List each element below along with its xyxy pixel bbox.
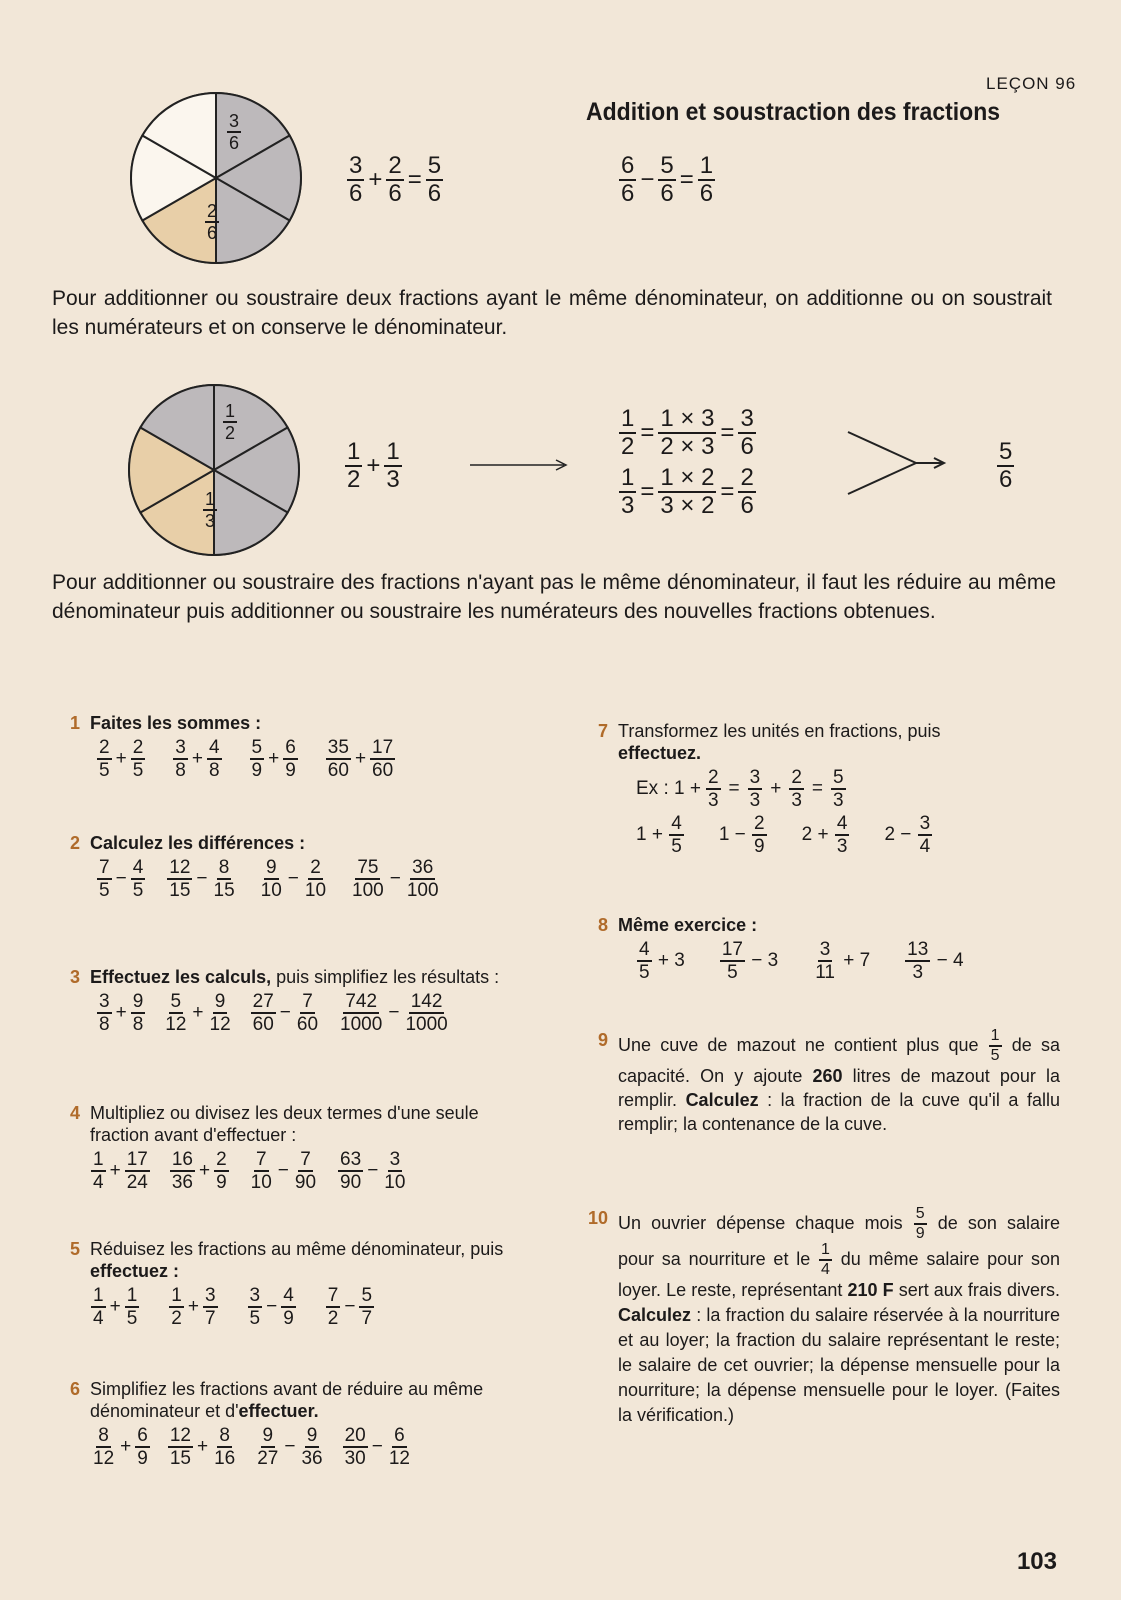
exercise-5: 5 Réduisez les fractions au même dénominateur, puis effectuez : $\frac{1}{4}$ + $\frac{1}{5}$ $\frac{1}{2}$ + $\frac{3}{7}$ $\frac{3}{5}$ − $\frac{4}{9}$ $\frac{7}{2}$ − $\frac{5}{7}$ — [69, 1239, 504, 1329]
pie-label-one-third: 1 3 — [205, 489, 216, 531]
merge-arrow-icon — [846, 428, 950, 498]
pie-label-three-sixths: 3 6 — [229, 111, 240, 153]
result-five-sixths: 5 6 — [999, 438, 1013, 493]
sum-example-different-denominator: $\frac{1}{2}$ + $\frac{1}{3}$ — [347, 438, 400, 493]
exercise-9: 9 Une cuve de mazout ne contient plus que $\frac{1}{5}$ de sa capacité. On y ajoute 260 litres de mazout pour la remplir. Calculez : la fraction de la cuve qu'il a fallu remplir; la contenance de la cuve. — [597, 1027, 1060, 1134]
pie-chart-halves-thirds — [126, 382, 302, 558]
exercise-4: 4 Multipliez ou divisez les deux termes d'une seule fraction avant d'effectuer : $\frac{1}{4}$ + $\frac{17}{24}$ $\frac{16}{36}$ + $\frac{2}{9}$ $\frac{7}{10}$ − $\frac{7}{90}$ $\frac{63}{90}$ − $\frac{3}{10}$ — [69, 1103, 479, 1193]
sum-example-same-denominator: $\frac{3}{6}$ + $\frac{2}{6}$ = $\frac{5}{6}$ — [349, 152, 442, 207]
difference-example-same-denominator: $\frac{6}{6}$ − $\frac{5}{6}$ = $\frac{1}{6}$ — [621, 152, 714, 207]
arrow-right-icon — [470, 455, 570, 475]
exercise-2: 2 Calculez les différences : $\frac{7}{5}$ − $\frac{4}{5}$ $\frac{12}{15}$ − $\frac{8}{15}$ $\frac{9}{10}$ − $\frac{2}{10}$ $\frac{75}{100}$ − $\frac{36}{100}$ — [69, 833, 439, 901]
exercise-1: 1 Faites les sommes : $\frac{2}{5}$ + $\frac{2}{5}$ $\frac{3}{8}$ + $\frac{4}{8}$ $\frac{5}{9}$ + $\frac{6}{9}$ $\frac{35}{60}$ + $\frac{17}{60}$ — [52, 712, 522, 780]
rule-different-denominator: Pour additionner ou soustraire des fractions n'ayant pas le même dénominateur, il faut les réduire au même dénominateur puis additionner ou soustraire les numérateurs des nouvelles fractions obtenues. — [52, 571, 1056, 623]
exercise-3: 3 Effectuez les calculs, puis simplifiez les résultats : $\frac{3}{8}$ + $\frac{9}{8}$ $\frac{5}{12}$ + $\frac{9}{12}$ $\frac{27}{60}$ − $\frac{7}{60}$ $\frac{742}{1000}$ − $\frac{142}{1000}$ — [69, 967, 500, 1035]
conversion-one-third: $\frac{1}{3}$ = $\frac{1 \times 2}{3 \times 2}$ = $\frac{2}{6}$ — [621, 464, 754, 519]
lesson-label: LEÇON 96 — [986, 74, 1077, 93]
pie-label-one-half: 1 2 — [225, 401, 236, 443]
pie-label-two-sixths: 2 6 — [207, 201, 218, 243]
exercise-8: 8 Même exercice : $\frac{4}{5}$ + 3 $\frac{17}{5}$ − 3 $\frac{3}{11}$ + 7 $\frac{13}{3}$ − 4 — [597, 915, 964, 983]
page-title: Addition et soustraction des fractions — [586, 98, 1001, 126]
page-number: 103 — [1016, 1548, 1057, 1575]
conversion-one-half: $\frac{1}{2}$ = $\frac{1 \times 3}{2 \times 3}$ = $\frac{3}{6}$ — [621, 405, 754, 460]
exercise-10: 10 Un ouvrier dépense chaque mois $\frac{5}{9}$ de son salaire pour sa nourriture et le $\frac{1}{4}$ du même salaire pour son loyer. Le reste, représentant 210 F sert aux frais divers. Calculez : la fraction du salaire réservée à la nourriture et au loyer; la fraction du salaire représentant le reste; le salaire de cet ouvrier; la dépense mensuelle pour la nourriture; la dépense mensuelle pour le loyer. (Faites la vérification.) — [587, 1205, 1060, 1425]
exercise-1-items: $\frac{2}{5}$ + $\frac{2}{5}$ $\frac{3}{8}$ + $\frac{4}{8}$ $\frac{5}{9}$ + $\frac{6}{9}$ $\frac{35}{60}$ + $\frac{17}{60}$ — [99, 737, 394, 781]
exercise-7: 7 Transformez les unités en fractions, puis effectuez. Ex : 1 + $\frac{2}{3}$ = $\frac{3}{3}$ + $\frac{2}{3}$ = $\frac{5}{3}$ 1 + $\frac{4}{5}$ 1 − $\frac{2}{9}$ 2 + $\frac{4}{3}$ 2 − $\frac{3}{4}$ — [597, 721, 941, 857]
rule-same-denominator: Pour additionner ou soustraire deux fractions ayant le même dénominateur, on additionne ou on soustrait les numérateurs et on conserve le dénominateur. — [52, 287, 1052, 339]
exercise-6: 6 Simplifiez les fractions avant de réduire au même dénominateur et d'effectuer. $\frac{8}{12}$ + $\frac{6}{9}$ $\frac{12}{15}$ + $\frac{8}{16}$ $\frac{9}{27}$ − $\frac{9}{36}$ $\frac{20}{30}$ − $\frac{6}{12}$ — [69, 1379, 484, 1469]
